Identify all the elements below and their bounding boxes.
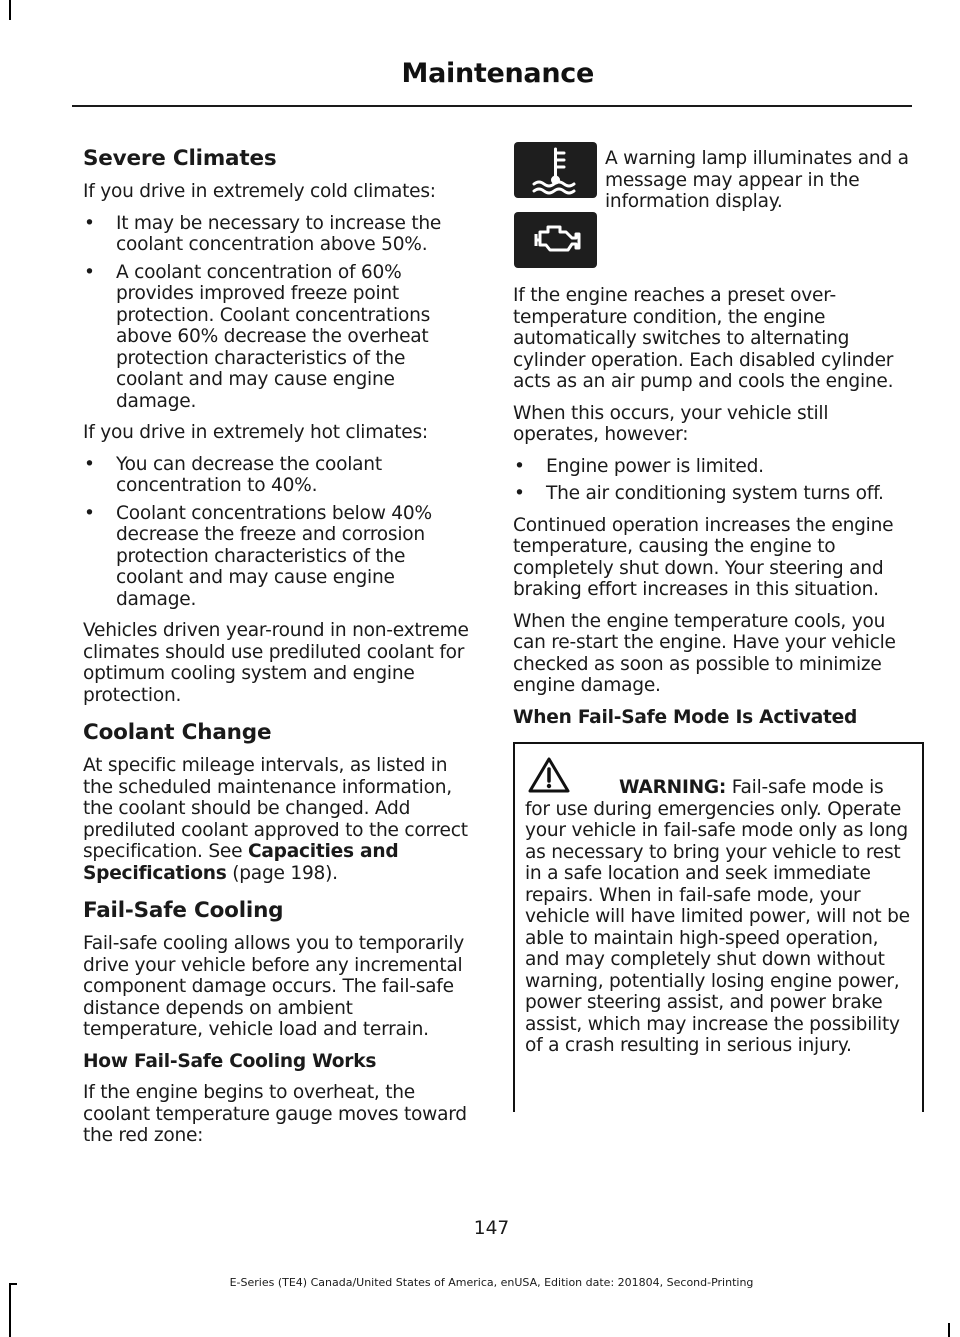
page-number: 147 (473, 1218, 510, 1239)
right-column (513, 146, 910, 1112)
coolant-change-paragraph (83, 755, 476, 884)
warning-box (513, 742, 924, 1112)
engine-cools-paragraph: When the engine temperature cools, you can re-start the engine. Have your vehicle checked as soon as possible to minimize engine damage. (513, 610, 896, 696)
warning-lamp-block (513, 146, 909, 271)
page-section-title: Maintenance (401, 58, 594, 89)
warning-text: Fail-safe mode is for use during emergencies only. Operate your vehicle in fail-safe mode only as long as necessary to bring your vehicle to rest in a safe location and seek immediate repairs. When in fail-safe mode, your vehicle will have limited power, will not be able to maintain high-speed operation, and may completely shut down without warning, potentially losing engine power, power steering assist, and power brake assist, which may increase the possibility of a crash resulting in serious injury. (525, 777, 910, 1056)
warning-lamp-text: A warning lamp illuminates and a message may appear in the information display. (605, 148, 909, 212)
coolant-temperature-icon (514, 142, 597, 198)
list-item: • Engine power is limited. (513, 456, 906, 478)
cold-climates-intro: If you drive in extremely cold climates: (83, 181, 436, 202)
fail-safe-cooling-paragraph: Fail-safe cooling allows you to temporarily drive your vehicle before any incremental component damage occurs. The fail-safe distance depends on ambient temperature, vehicle load and terrain. (83, 933, 465, 1040)
edition-footer: E-Series (TE4) Canada/United States of America, enUSA, Edition date: 201804, Second-Printing (229, 1276, 754, 1289)
capacities-link[interactable]: Capacities and Specifications (83, 841, 399, 884)
check-engine-icon (514, 212, 597, 268)
left-column (83, 146, 476, 1157)
how-fail-safe-works-paragraph: If the engine begins to overheat, the coolant temperature gauge moves toward the red zone: (83, 1082, 467, 1146)
prediluted-paragraph: Vehicles driven year-round in non-extreme climates should use prediluted coolant for optimum cooling system and engine protection. (83, 620, 469, 706)
hot-climates-list (83, 454, 476, 611)
coolant-change-heading: Coolant Change (83, 720, 272, 745)
coolant-change-page-ref: (page 198). (226, 862, 338, 884)
list-item: • You can decrease the coolant concentration to 40%. (83, 454, 476, 497)
cold-climates-list (83, 213, 476, 413)
list-item: • Coolant concentrations below 40% decrease the freeze and corrosion protection characteristics of the coolant and may cause engine damage. (83, 503, 476, 611)
header-rule (72, 105, 912, 107)
crop-mark-top-left (9, 0, 11, 20)
list-item: • It may be necessary to increase the coolant concentration above 50%. (83, 213, 476, 256)
how-fail-safe-works-heading: How Fail-Safe Cooling Works (83, 1050, 377, 1072)
warning-label: WARNING: (619, 777, 727, 798)
warning-paragraph (525, 777, 912, 1057)
continued-operation-paragraph: Continued operation increases the engine temperature, causing the engine to completely shut down. Your steering and braking effort increases in this situation. (513, 514, 894, 600)
hot-climates-intro: If you drive in extremely hot climates: (83, 422, 428, 443)
fail-safe-cooling-heading: Fail-Safe Cooling (83, 898, 284, 923)
list-item: • The air conditioning system turns off. (513, 483, 906, 505)
crop-mark-bottom-left (9, 1283, 11, 1337)
coolant-change-text: At specific mileage intervals, as listed in the scheduled maintenance information, the coolant should be changed. Add prediluted coolant approved to the correct specification. See (83, 755, 468, 862)
warning-triangle-icon (527, 756, 571, 800)
crop-mark-bottom-right (948, 1323, 950, 1337)
severe-climates-heading: Severe Climates (83, 146, 277, 171)
fail-safe-effects-list (513, 456, 906, 505)
still-operates-paragraph: When this occurs, your vehicle still operates, however: (513, 402, 829, 445)
fail-safe-activated-heading: When Fail-Safe Mode Is Activated (513, 706, 858, 728)
list-item: • A coolant concentration of 60% provides improved freeze point protection. Coolant concentrations above 60% decrease the overheat protection characteristics of the coolant and may cause engine damage. (83, 262, 476, 413)
over-temperature-paragraph: If the engine reaches a preset over-temperature condition, the engine automatically switches to alternating cylinder operation. Each disabled cylinder acts as an air pump and cools the engine. (513, 285, 894, 392)
